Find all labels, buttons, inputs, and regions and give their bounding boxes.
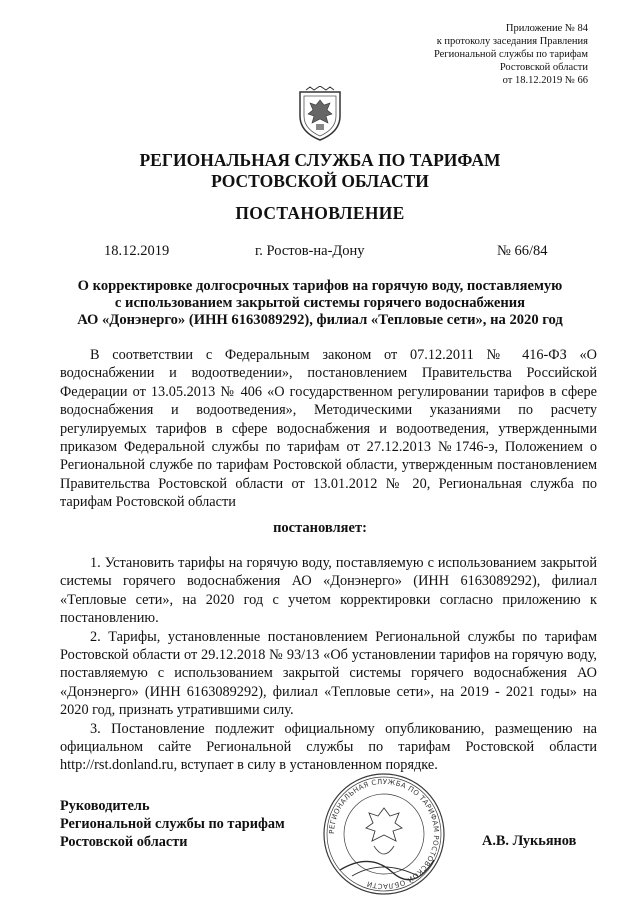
- resolution-items: [60, 554, 597, 775]
- document-city: г. Ростов-на-Дону: [255, 243, 365, 259]
- signatory-title-line: Ростовской области: [60, 834, 188, 851]
- subject-line: с использованием закрытой системы горячего водоснабжения: [114, 295, 526, 312]
- document-type: ПОСТАНОВЛЕНИЕ: [235, 203, 405, 223]
- signatory-title: [60, 797, 285, 852]
- preamble-section: [60, 346, 597, 512]
- subject-line: О корректировке долгосрочных тарифов на горячую воду, поставляемую: [77, 278, 563, 294]
- seal-text: РЕГИОНАЛЬНАЯ СЛУЖБА ПО ТАРИФАМ РОСТОВСКОЙ ОБЛАСТИ: [327, 777, 441, 891]
- resolution-item: 3. Постановление подлежит официальному опубликованию, размещению на официальном сайте Региональной службы по тарифам Ростовской области http://rst.donland.ru, вступает в силу в установленном порядке.: [60, 720, 597, 774]
- annex-line: к протоколу заседания Правления: [436, 36, 588, 47]
- signatory-title-line: Региональной службы по тарифам: [60, 816, 285, 833]
- subject-line: АО «Донэнерго» (ИНН 6163089292), филиал «Тепловые сети», на 2020 год: [77, 312, 563, 329]
- document-number: № 66/84: [497, 243, 548, 259]
- org-name-line: РОСТОВСКОЙ ОБЛАСТИ: [211, 171, 429, 191]
- coat-of-arms-icon: [296, 86, 344, 142]
- annex-note: [434, 22, 588, 87]
- annex-line: Региональной службы по тарифам: [433, 49, 588, 60]
- signatory-title-line: Руководитель: [60, 798, 150, 814]
- annex-line: от 18.12.2019 № 66: [502, 75, 588, 86]
- annex-line: Приложение № 84: [505, 23, 588, 34]
- document-subject: [60, 278, 580, 330]
- organization-title: [0, 150, 640, 192]
- resolves-heading: постановляет:: [273, 520, 367, 536]
- resolution-item: 2. Тарифы, установленные постановлением Региональной службы по тарифам Ростовской области от 29.12.2018 № 93/13 «Об установлении тарифов на горячую воду, поставляемую с использованием закрытой системы горячего водоснабжения АО «Донэнерго» (ИНН 6163089292), филиал «Тепловые сети», на 2019 - 2021 годы» на 2020 год, признать утратившими силу.: [60, 628, 597, 719]
- signatory-name: А.В. Лукьянов: [482, 833, 577, 849]
- org-name-line: РЕГИОНАЛЬНАЯ СЛУЖБА ПО ТАРИФАМ: [139, 150, 501, 170]
- annex-line: Ростовской области: [499, 62, 588, 73]
- resolution-item: 1. Установить тарифы на горячую воду, поставляемую с использованием закрытой системы горячего водоснабжения АО «Донэнерго» (ИНН 6163089292), филиал «Тепловые сети», на 2020 год с учетом корректировки согласно приложению к постановлению.: [60, 555, 597, 627]
- document-date: 18.12.2019: [104, 243, 170, 259]
- preamble-paragraph: В соответствии с Федеральным законом от 07.12.2011 № 416-ФЗ «О водоснабжении и водоотведении», постановлением Правительства Российской Федерации от 13.05.2013 № 406 «О государственном регулировании тарифов в сфере водоснабжения и водоотведения», Методическими указаниями по расчету регулируемых тарифов в сфере водоснабжения и водоотведения, утвержденными приказом Федеральной службы по тарифам от 27.12.2013 №1746-э, Положением о Региональной службе по тарифам Ростовской области, утвержденным постановлением Правительства Ростовской области от 13.01.2012 № 20, Региональная служба по тарифам Ростовской области: [60, 347, 597, 511]
- official-seal-icon: [322, 772, 446, 896]
